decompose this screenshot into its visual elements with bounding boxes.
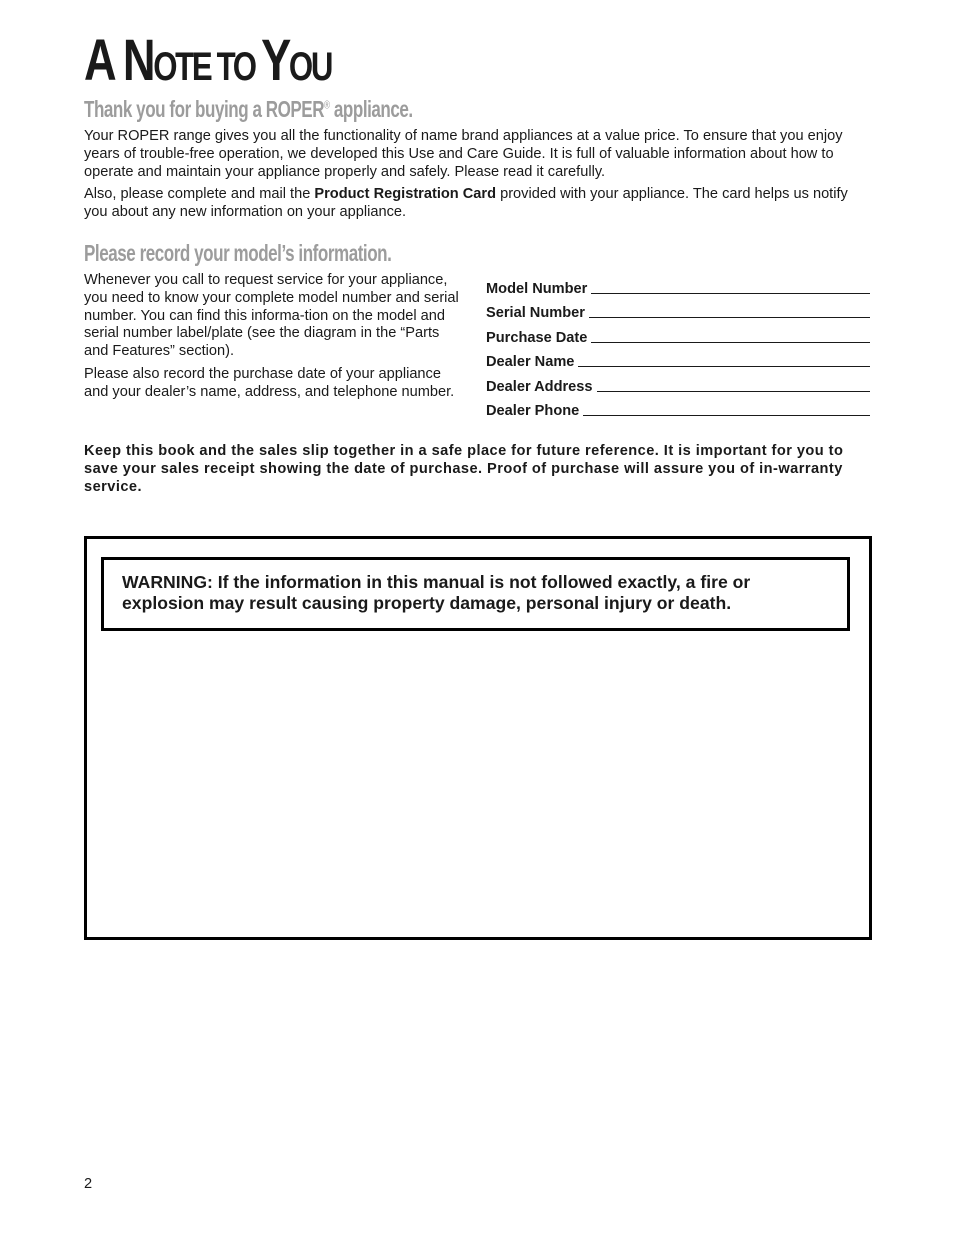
keep-receipt-notice: Keep this book and the sales slip together in a safe place for future reference. It is important for you to save your sales receipt showing the date of purchase. Proof of purchase will assure you of in-warranty service. xyxy=(84,443,844,495)
registration-card-name: Product Registration Card xyxy=(314,186,497,202)
model-number-field[interactable] xyxy=(486,272,870,297)
field-label: Model Number xyxy=(486,280,588,297)
title-part: OU xyxy=(288,45,332,89)
title-part: A N xyxy=(84,28,154,93)
record-paragraph: Whenever you call to request service for your appliance, you need to know your complete model number and serial number. You can find this informa-tion on the model and serial number label/plate (see the diagram in the “Parts and Features” section). xyxy=(84,272,459,360)
page-title xyxy=(84,26,331,102)
field-label: Serial Number xyxy=(486,305,585,321)
field-blank-line[interactable] xyxy=(591,342,870,343)
registration-paragraph xyxy=(84,186,874,222)
field-label: Purchase Date xyxy=(486,329,588,346)
field-label: Dealer Name xyxy=(486,354,575,370)
dealer-phone-field[interactable] xyxy=(486,395,870,420)
thanks-heading xyxy=(84,96,413,123)
page-number: 2 xyxy=(84,1176,93,1192)
thanks-heading-tail: appliance. xyxy=(329,96,413,122)
registration-text: Also, please complete and mail the xyxy=(84,186,315,202)
intro-paragraph: Your ROPER range gives you all the functionality of name brand appliances at a value price. To ensure that you enjoy years of trouble-free operation, we developed this Use and Care Guide. It is full of valuable information about how to operate and maintain your appliance properly and safely. Please read it carefully. xyxy=(84,128,843,180)
field-label: Dealer Address xyxy=(486,378,593,395)
record-paragraph: Please also record the purchase date of your appliance and your dealer’s name, address, and telephone number. xyxy=(84,366,455,400)
field-blank-line[interactable] xyxy=(597,391,870,392)
field-blank-line[interactable] xyxy=(583,415,870,416)
purchase-date-field[interactable] xyxy=(486,321,870,346)
thanks-heading-text: Thank you for buying a ROPER xyxy=(84,96,325,122)
registered-mark: ® xyxy=(324,99,330,112)
dealer-address-field[interactable] xyxy=(486,370,870,395)
field-blank-line[interactable] xyxy=(591,293,870,294)
field-blank-line[interactable] xyxy=(578,366,870,367)
warning-text: WARNING: If the information in this manual is not followed exactly, a fire or explosion may result causing property damage, personal injury or death. xyxy=(122,572,751,613)
record-heading: Please record your model’s information. xyxy=(84,240,392,266)
warning-box xyxy=(101,557,850,631)
registration-text: provided with your appliance. The card helps us notify you about any new information on your appliance. xyxy=(84,186,848,220)
field-label: Dealer Phone xyxy=(486,403,580,419)
serial-number-field[interactable] xyxy=(486,297,870,322)
model-info-form xyxy=(486,272,870,419)
field-blank-line[interactable] xyxy=(589,317,870,318)
title-part: Y xyxy=(261,28,289,93)
dealer-name-field[interactable] xyxy=(486,346,870,371)
title-part: OTE TO xyxy=(153,45,262,89)
